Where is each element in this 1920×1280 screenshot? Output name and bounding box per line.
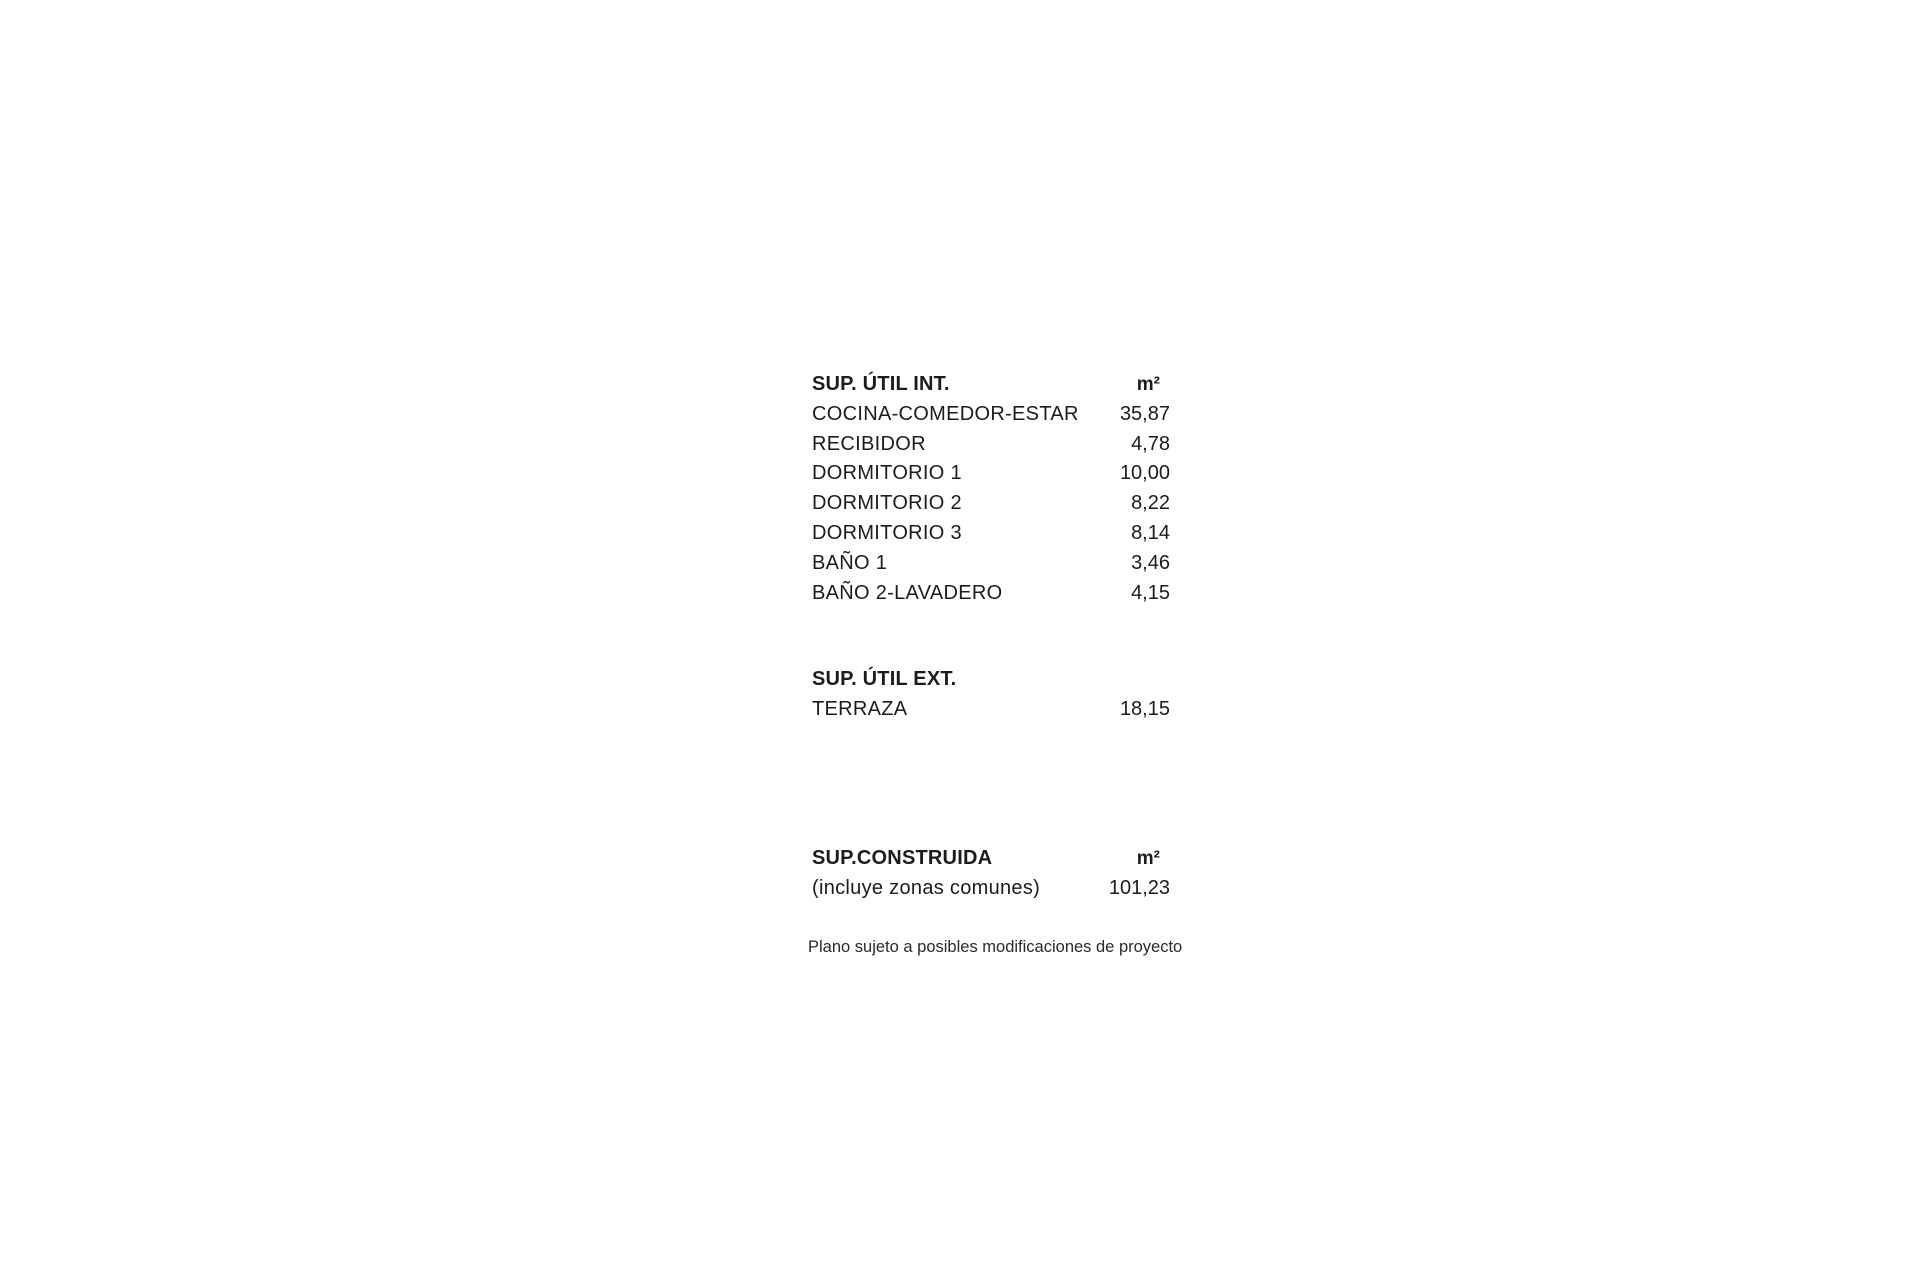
section-title: SUP.CONSTRUIDA <box>812 846 993 869</box>
section-header <box>812 844 1170 874</box>
row-label: COCINA-COMEDOR-ESTAR <box>812 402 1079 425</box>
table-row <box>812 519 1170 549</box>
unit-header: m² <box>1136 374 1160 395</box>
table-row <box>812 695 1170 725</box>
section-sup-util-int <box>812 370 1170 608</box>
table-row <box>812 549 1170 579</box>
section-sup-construida <box>812 844 1170 904</box>
footer-disclaimer: Plano sujeto a posibles modificaciones de proyecto <box>808 937 1183 956</box>
table-row <box>812 579 1170 609</box>
section-title: SUP. ÚTIL EXT. <box>812 668 957 691</box>
table-row <box>812 400 1170 430</box>
row-value: 3,46 <box>1131 551 1170 574</box>
row-label: BAÑO 1 <box>812 551 888 574</box>
table-row <box>812 459 1170 489</box>
unit-header: m² <box>1136 847 1160 869</box>
row-value: 18,15 <box>1119 698 1170 721</box>
table-row <box>812 489 1170 519</box>
row-value: 8,22 <box>1131 492 1170 515</box>
section-sup-util-ext <box>812 665 1170 725</box>
row-label: RECIBIDOR <box>812 432 926 455</box>
row-label: BAÑO 2-LAVADERO <box>812 581 1003 604</box>
row-value: 4,15 <box>1131 581 1170 604</box>
section-header <box>812 665 1170 695</box>
surface-area-table <box>808 370 1183 957</box>
section-header <box>812 370 1170 400</box>
table-row <box>812 430 1170 460</box>
row-value: 4,78 <box>1131 432 1170 455</box>
row-label: TERRAZA <box>812 698 908 721</box>
row-label: DORMITORIO 1 <box>812 462 962 485</box>
row-value: 101,23 <box>1108 876 1170 899</box>
table-row <box>812 874 1170 904</box>
row-value: 8,14 <box>1131 521 1170 544</box>
row-label: DORMITORIO 2 <box>812 492 962 515</box>
row-value: 35,87 <box>1119 402 1170 425</box>
row-value: 10,00 <box>1119 462 1170 485</box>
row-label: (incluye zonas comunes) <box>812 876 1041 899</box>
section-title: SUP. ÚTIL INT. <box>812 373 950 395</box>
row-label: DORMITORIO 3 <box>812 521 962 544</box>
